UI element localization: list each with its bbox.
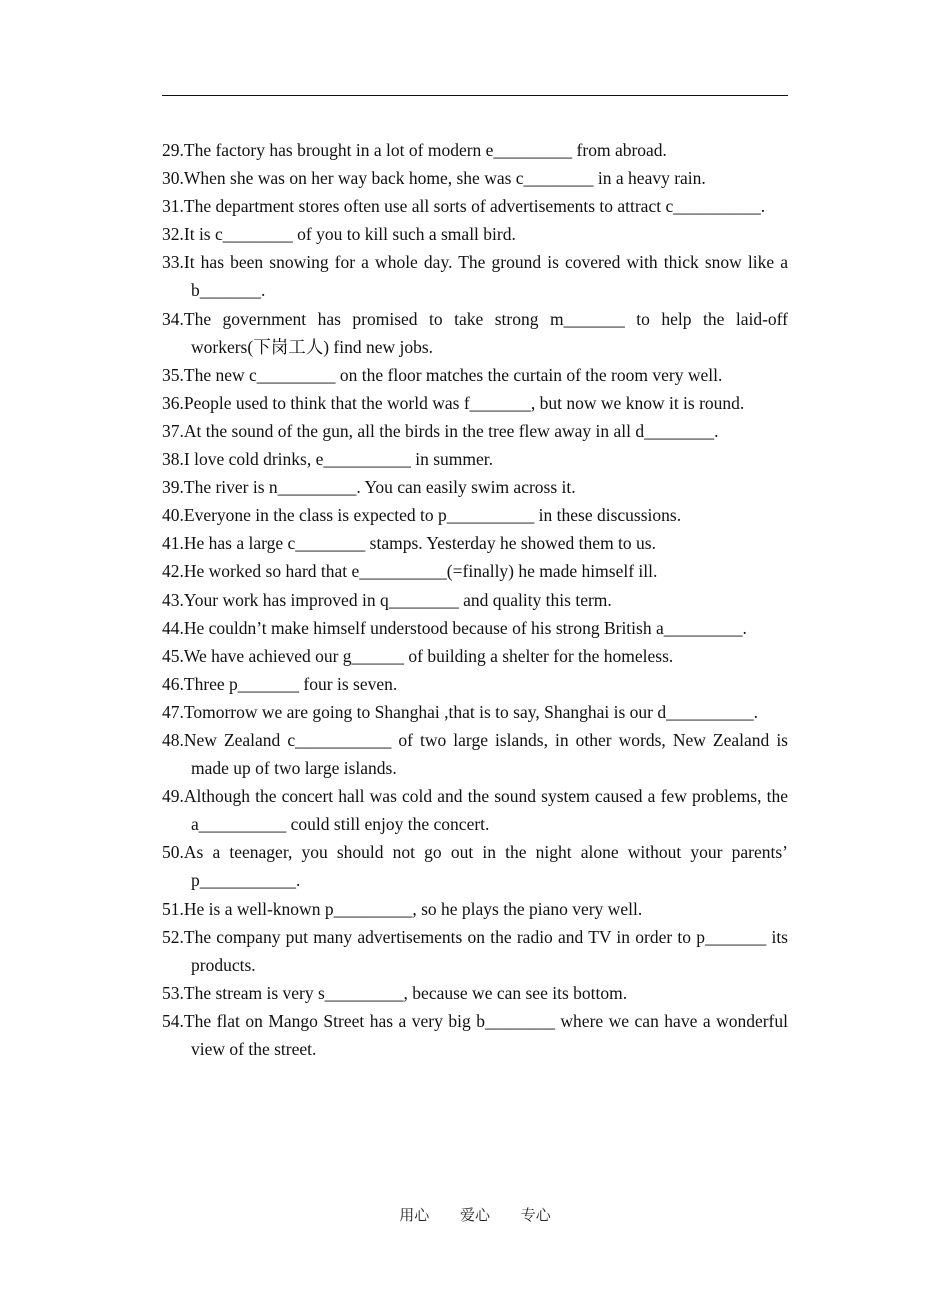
question-49: 49.Although the concert hall was cold and the sound system caused a few problems, the a__________ could still enjoy the concert. (162, 786, 788, 835)
page-footer (0, 1204, 950, 1225)
question-list (162, 136, 788, 1063)
question-42: 42.He worked so hard that e__________(=finally) he made himself ill. (162, 561, 658, 582)
question-35: 35.The new c_________ on the floor matches the curtain of the room very well. (162, 364, 723, 385)
question-40: 40.Everyone in the class is expected to p__________ in these discussions. (162, 505, 682, 526)
question-32: 32.It is c________ of you to kill such a small bird. (162, 224, 516, 245)
question-43: 43.Your work has improved in q________ and quality this term. (162, 589, 612, 610)
question-41: 41.He has a large c________ stamps. Yesterday he showed them to us. (162, 533, 656, 554)
question-50: 50.As a teenager, you should not go out in the night alone without your parents’ p___________. (162, 842, 788, 891)
question-53: 53.The stream is very s_________, because we can see its bottom. (162, 982, 628, 1003)
question-29: 29.The factory has brought in a lot of modern e_________ from abroad. (162, 140, 667, 160)
question-39: 39.The river is n_________. You can easily swim across it. (162, 477, 576, 498)
question-31: 31.The department stores often use all sorts of advertisements to attract c__________. (162, 196, 766, 217)
question-46: 46.Three p_______ four is seven. (162, 673, 398, 694)
question-47: 47.Tomorrow we are going to Shanghai ,that is to say, Shanghai is our d__________. (162, 701, 758, 722)
question-36: 36.People used to think that the world was f_______, but now we know it is round. (162, 392, 745, 413)
question-54: 54.The flat on Mango Street has a very big b________ where we can have a wonderful view of the street. (162, 1010, 788, 1059)
question-37: 37.At the sound of the gun, all the birds in the tree flew away in all d________. (162, 420, 719, 441)
question-48: 48.New Zealand c___________ of two large islands, in other words, New Zealand is made up of two large islands. (162, 729, 788, 779)
question-38: 38.I love cold drinks, e__________ in summer. (162, 449, 494, 470)
question-33: 33.It has been snowing for a whole day. The ground is covered with thick snow like a b_______. (162, 252, 788, 301)
footer-item-zhuanxin: 专心 (520, 1206, 551, 1224)
question-51: 51.He is a well-known p_________, so he plays the piano very well. (162, 898, 643, 919)
footer-item-yongxin: 用心 (399, 1206, 430, 1224)
question-34: 34.The government has promised to take strong m_______ to help the laid-off workers(下岗工人) find new jobs. (162, 308, 788, 357)
question-44: 44.He couldn’t make himself understood because of his strong British a_________. (162, 617, 747, 638)
footer-item-aixin: 爱心 (459, 1206, 490, 1224)
question-45: 45.We have achieved our g______ of building a shelter for the homeless. (162, 645, 674, 666)
question-30: 30.When she was on her way back home, she was c________ in a heavy rain. (162, 168, 706, 189)
header-rule (162, 95, 788, 96)
question-52: 52.The company put many advertisements on the radio and TV in order to p_______ its products. (162, 926, 788, 975)
